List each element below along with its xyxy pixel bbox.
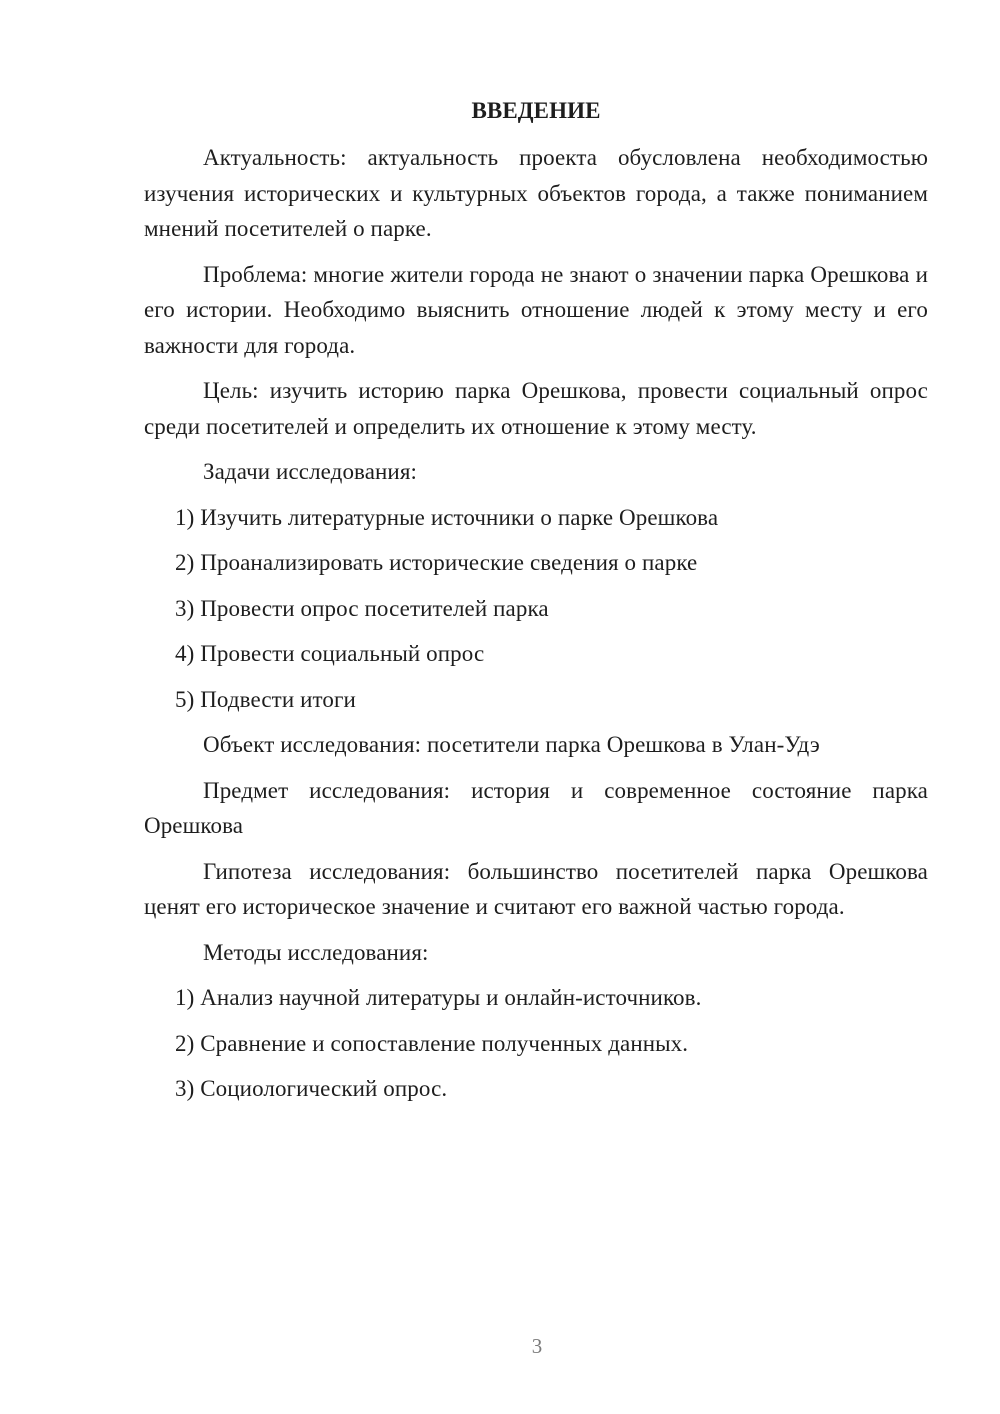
- goal-paragraph: Цель: изучить историю парка Орешкова, провести социальный опрос среди посетителей и определить их отношение к этому месту.: [144, 378, 928, 439]
- problem-paragraph: Проблема: многие жители города не знают о значении парка Орешкова и его истории. Необходимо выяснить отношение людей к этому месту и его важности для города.: [144, 261, 928, 358]
- page-number: 3: [531, 1334, 543, 1358]
- page-content: [144, 96, 928, 1117]
- tasks-heading: Задачи исследования:: [203, 459, 418, 484]
- list-item: 4) Провести социальный опрос: [175, 641, 485, 666]
- subject-paragraph: Предмет исследования: история и современное состояние парка Орешкова: [144, 777, 928, 838]
- list-item: 3) Социологический опрос.: [175, 1076, 448, 1101]
- relevance-paragraph: Актуальность: актуальность проекта обусловлена необходимостью изучения исторических и культурных объектов города, а также пониманием мнений посетителей о парке.: [144, 145, 928, 241]
- methods-list: [144, 980, 928, 1107]
- methods-heading: Методы исследования:: [203, 939, 429, 965]
- list-item: 2) Проанализировать исторические сведения о парке: [175, 550, 698, 575]
- tasks-list: [144, 500, 928, 718]
- page-title: ВВЕДЕНИЕ: [471, 98, 601, 123]
- list-item: 5) Подвести итоги: [175, 686, 356, 712]
- list-item: 3) Провести опрос посетителей парка: [175, 595, 549, 621]
- list-item: 1) Анализ научной литературы и онлайн-источников.: [175, 985, 702, 1010]
- list-item: 2) Сравнение и сопоставление полученных данных.: [175, 1030, 689, 1056]
- hypothesis-paragraph: Гипотеза исследования: большинство посетителей парка Орешкова ценят его историческое значение и считают его важной частью города.: [144, 858, 928, 919]
- object-paragraph: Объект исследования: посетители парка Орешкова в Улан-Удэ: [203, 732, 820, 757]
- list-item: 1) Изучить литературные источники о парке Орешкова: [175, 504, 719, 530]
